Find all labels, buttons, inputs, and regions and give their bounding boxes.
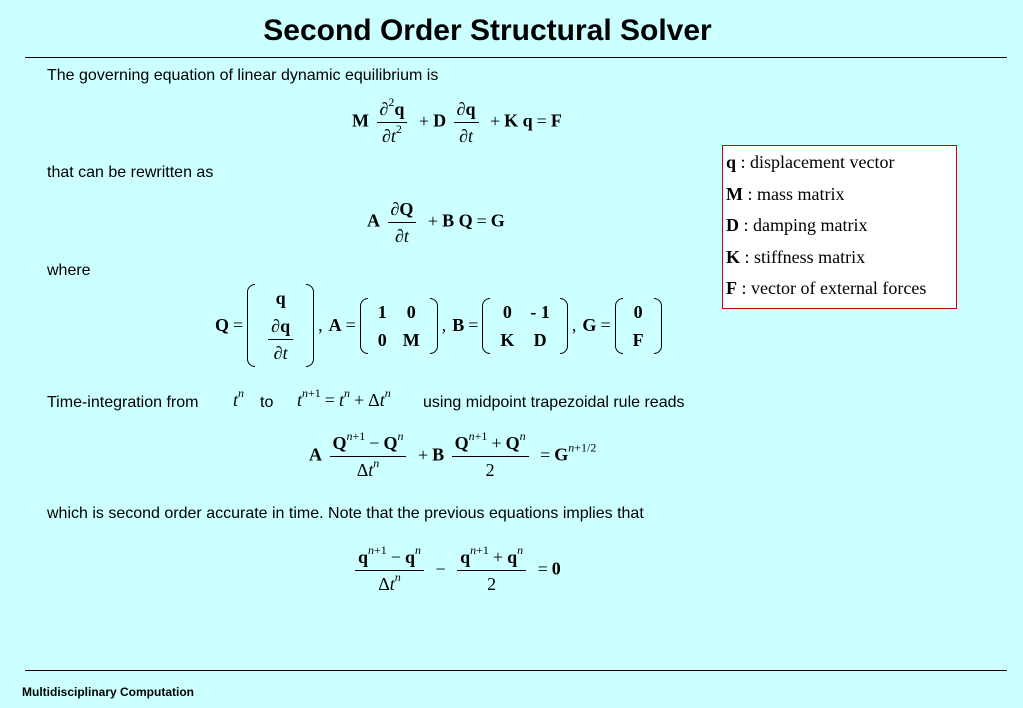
paragraph-where: where — [47, 262, 91, 279]
paragraph-rewritten: that can be rewritten as — [47, 164, 214, 181]
equation-dynamic-equilibrium: M $\frac{\partial^2q}{\partial t^2}$ + D $\frac{\partial q}{\partial t}$ + K q = F — [352, 95, 562, 146]
legend-item-f: F : vector of external forces — [726, 278, 927, 298]
equation-first-order: A $\frac{\partial Q}{\partial t}$ + B Q = G — [367, 199, 505, 246]
legend-item-m: M : mass matrix — [726, 183, 845, 204]
footer-divider — [25, 670, 1007, 671]
paragraph-time-integration-from: Time-integration from — [47, 394, 199, 411]
title-divider — [25, 57, 1007, 58]
equation-implied: $\frac{q^{n+1} - q^n}{\Delta t^n}$ − $\frac{q^{n+1} + q^n}{2}$ = 0 — [352, 546, 561, 595]
paragraph-trapezoidal: using midpoint trapezoidal rule reads — [423, 394, 685, 411]
legend-item-d: D : damping matrix — [726, 215, 868, 235]
equation-matrix-definitions: Q = q $\frac{\partial q}{\partial t}$ , A = 1 0 0 M , B = 0 - 1 K D , G = 0 F — [215, 284, 662, 367]
paragraph-governing: The governing equation of linear dynamic equilibrium is — [47, 67, 439, 84]
paragraph-second-order: which is second order accurate in time. Note that the previous equations implies that — [47, 505, 644, 522]
expression-tn: $t^n$ — [233, 386, 245, 410]
legend-item-q: q : displacement vector — [726, 152, 895, 172]
equation-trapezoidal: A $\frac{Q^{n+1} - Q^n}{\Delta t^n}$ + B $\frac{Q^{n+1} + Q^n}{2}$ = $G^{n+1/2}$ — [309, 429, 597, 480]
page-title: Second Order Structural Solver — [263, 14, 712, 47]
expression-time-step: $t^{n+1} = t^n + \Delta t^n$ — [297, 386, 391, 410]
symbol-legend — [722, 145, 957, 309]
paragraph-time-integration-to: to — [260, 394, 274, 411]
legend-item-k: K : stiffness matrix — [726, 246, 866, 267]
footer-text: Multidisciplinary Computation — [22, 685, 195, 699]
